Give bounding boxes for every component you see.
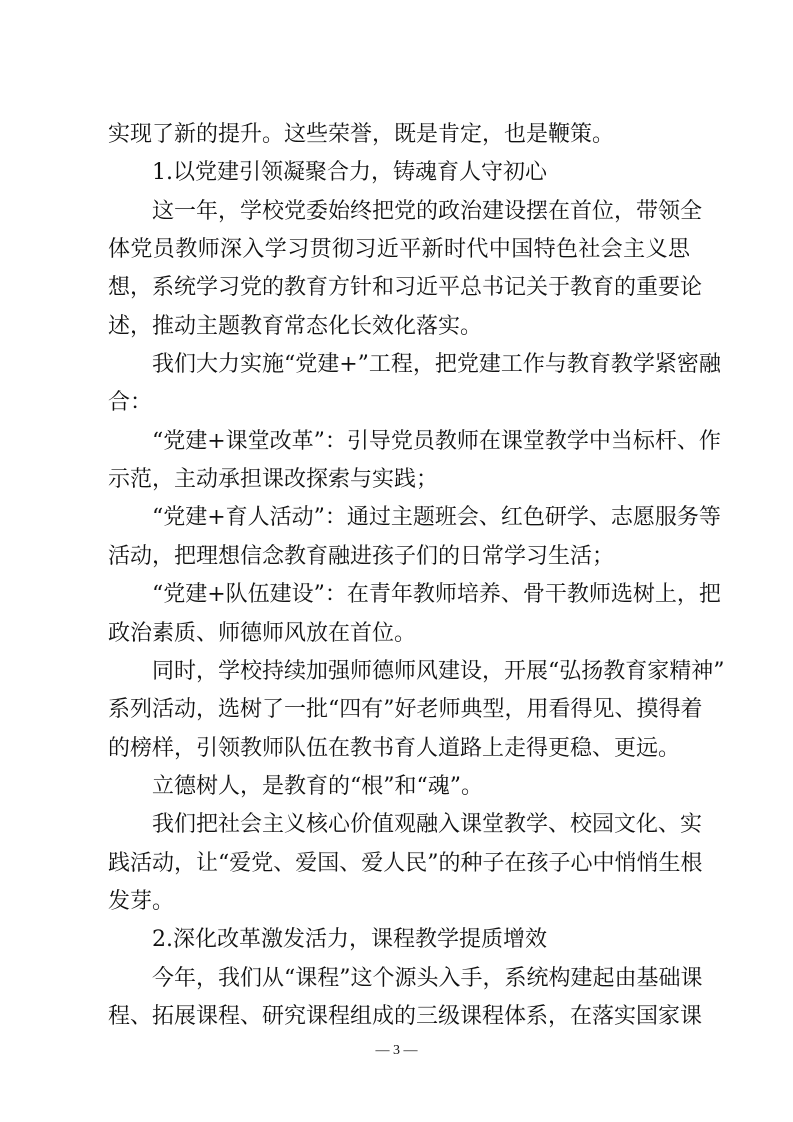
text-line: 同时，学校持续加强师德师风建设，开展“弘扬教育家精神” xyxy=(152,659,725,684)
text-line: 合： xyxy=(108,390,153,415)
text-line: 践活动，让“爱党、爱国、爱人民”的种子在孩子心中悄悄生根 xyxy=(108,851,703,876)
section-heading: 1.以党建引领凝聚合力，铸魂育人守初心 xyxy=(152,160,547,185)
text-line: 发芽。 xyxy=(108,889,175,914)
text-line: 体党员教师深入学习贯彻习近平新时代中国特色社会主义思 xyxy=(108,237,690,262)
text-line: 活动，把理想信念教育融进孩子们的日常学习生活； xyxy=(108,544,615,569)
text-line: 我们把社会主义核心价值观融入课堂教学、校园文化、实 xyxy=(152,812,703,837)
text-line: “党建+育人活动”：通过主题班会、红色研学、志愿服务等 xyxy=(152,505,721,530)
text-line: 我们大力实施“党建+”工程，把党建工作与教育教学紧密融 xyxy=(152,352,721,377)
page-number: — 3 — xyxy=(375,1043,418,1058)
text-line: 这一年，学校党委始终把党的政治建设摆在首位，带领全 xyxy=(152,199,703,224)
text-line: 示范，主动承担课改探索与实践； xyxy=(108,467,439,492)
text-line: 的榜样，引领教师队伍在教书育人道路上走得更稳、更远。 xyxy=(108,736,681,761)
text-line: “党建+课堂改革”：引导党员教师在课堂教学中当标杆、作 xyxy=(152,429,721,454)
text-line: 系列活动，选树了一批“四有”好老师典型，用看得见、摸得着 xyxy=(108,697,703,722)
section-heading: 2.深化改革激发活力，课程教学提质增效 xyxy=(152,927,547,952)
text-line: “党建+队伍建设”：在青年教师培养、骨干教师选树上，把 xyxy=(152,582,721,607)
text-line: 今年，我们从“课程”这个源头入手，系统构建起由基础课 xyxy=(152,966,703,991)
text-line: 政治素质、师德师风放在首位。 xyxy=(108,621,417,646)
text-line: 述，推动主题教育常态化长效化落实。 xyxy=(108,314,483,339)
text-line: 程、拓展课程、研究课程组成的三级课程体系，在落实国家课 xyxy=(108,1004,703,1029)
text-line: 想，系统学习党的教育方针和习近平总书记关于教育的重要论 xyxy=(108,275,703,300)
text-line: 立德树人，是教育的“根”和“魂”。 xyxy=(152,774,483,799)
text-line: 实现了新的提升。这些荣誉，既是肯定，也是鞭策。 xyxy=(108,122,615,147)
